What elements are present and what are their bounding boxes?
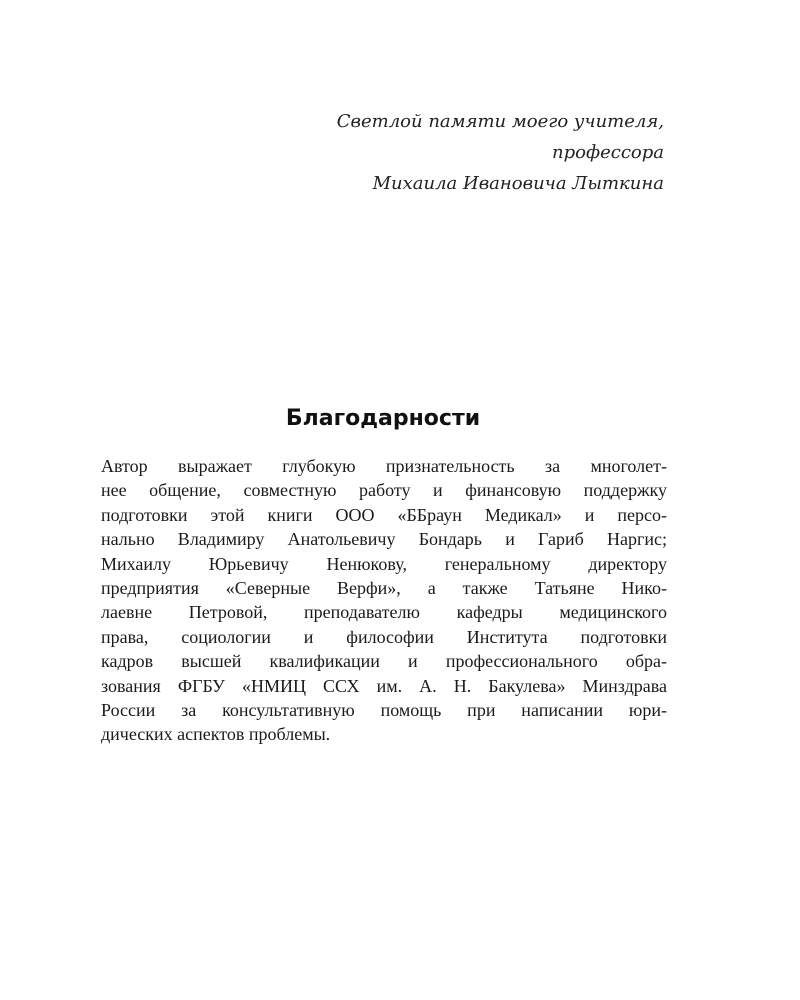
text-line: нее общение, совместную работу и финансовую поддержку bbox=[101, 480, 667, 501]
acknowledgements-heading: Благодарности bbox=[285, 406, 481, 431]
text-line: России за консультативную помощь при написании юри- bbox=[101, 700, 667, 721]
dedication-line: Михаила Ивановича Лыткина bbox=[372, 173, 664, 194]
text-line: кадров высшей квалификации и профессионального обра- bbox=[101, 651, 667, 672]
text-line: подготовки этой книги ООО «ББраун Медикал» и персо- bbox=[101, 504, 667, 525]
text-line: предприятия «Северные Верфи», а также Татьяне Нико- bbox=[101, 578, 667, 599]
dedication-line: профессора bbox=[552, 142, 664, 163]
text-line: права, социологии и философии Института подготовки bbox=[101, 626, 667, 647]
acknowledgements-text bbox=[101, 454, 667, 747]
dedication bbox=[337, 106, 664, 199]
text-line: нально Владимиру Анатольевичу Бондарь и Гариб Наргис; bbox=[101, 529, 667, 550]
dedication-line: Светлой памяти моего учителя, bbox=[336, 111, 664, 132]
text-line: дических аспектов проблемы. bbox=[101, 724, 331, 745]
text-line: зования ФГБУ «НМИЦ ССХ им. А. Н. Бакулева» Минздрава bbox=[101, 675, 667, 696]
text-line: лаевне Петровой, преподавателю кафедры медицинского bbox=[101, 602, 667, 623]
text-line: Автор выражает глубокую признательность за многолет- bbox=[101, 456, 667, 476]
text-line: Михаилу Юрьевичу Ненюкову, генеральному директору bbox=[101, 553, 667, 574]
